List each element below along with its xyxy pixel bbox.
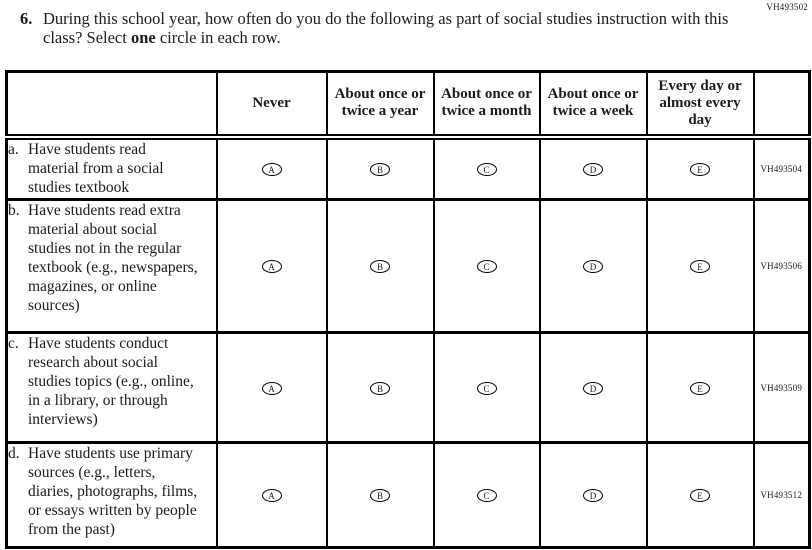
column-header-every-day: Every day or almost every day [647,72,754,137]
bubble-a-daily[interactable]: E [690,163,710,176]
bubble-d-month[interactable]: C [477,489,497,502]
bubble-d-week[interactable]: D [583,489,603,502]
page-accession-code: VH493502 [766,2,808,12]
bubble-c-week[interactable]: D [583,382,603,395]
row-c-text: Have students conduct research about social studies topics (e.g., online, in a library, or through interviews) [28,335,194,428]
column-header-once-twice-year: About once or twice a year [327,72,434,137]
header-stub-cell [7,72,217,137]
row-d-letter: d. [8,445,20,462]
table-row-c [7,333,810,443]
bubble-b-year[interactable]: B [370,260,390,273]
bubble-a-year[interactable]: B [370,163,390,176]
column-header-once-twice-week: About once or twice a week [540,72,647,137]
frequency-matrix-table [5,70,811,549]
bubble-c-never[interactable]: A [262,382,282,395]
row-b-label-cell [7,200,217,333]
column-header-once-twice-month: About once or twice a month [434,72,540,137]
header-code-cell [754,72,810,137]
row-a-label-cell [7,137,217,200]
bubble-a-week[interactable]: D [583,163,603,176]
row-a-letter: a. [8,140,19,158]
row-c-item-code: VH493509 [754,333,810,443]
question-block [20,9,750,47]
row-c-letter: c. [8,335,19,352]
header-row [7,72,810,137]
row-b-letter: b. [8,202,20,219]
row-c-label-cell [7,333,217,443]
row-b-text: Have students read extra material about social studies not in the regular textbook (e.g., newspapers, magazines, or online sources) [28,202,198,314]
bubble-b-never[interactable]: A [262,260,282,273]
bubble-d-daily[interactable]: E [690,489,710,502]
row-d-label-cell [7,443,217,548]
bubble-d-year[interactable]: B [370,489,390,502]
bubble-b-week[interactable]: D [583,260,603,273]
row-b-item-code: VH493506 [754,200,810,333]
question-text [43,9,750,47]
bubble-d-never[interactable]: A [262,489,282,502]
column-header-never: Never [217,72,327,137]
bubble-a-month[interactable]: C [477,163,497,176]
table-row-a [7,137,810,200]
question-text-bold-word: one [130,28,156,47]
table-row-d [7,443,810,548]
bubble-b-month[interactable]: C [477,260,497,273]
bubble-c-year[interactable]: B [370,382,390,395]
question-text-part1: During this school year, how often do you do the following as part of social studies instruction with this class? Select [43,9,729,47]
question-number: 6. [20,9,33,28]
bubble-c-month[interactable]: C [477,382,497,395]
bubble-c-daily[interactable]: E [690,382,710,395]
question-text-part2: circle in each row. [155,28,281,47]
row-a-item-code: VH493504 [754,137,810,200]
table-row-b [7,200,810,333]
bubble-a-never[interactable]: A [262,163,282,176]
row-d-text: Have students use primary sources (e.g., letters, diaries, photographs, films, or essays written by people from the past) [28,445,198,538]
bubble-b-daily[interactable]: E [690,260,710,273]
row-a-text: Have students read material from a social studies textbook [28,140,164,196]
row-d-item-code: VH493512 [754,443,810,548]
